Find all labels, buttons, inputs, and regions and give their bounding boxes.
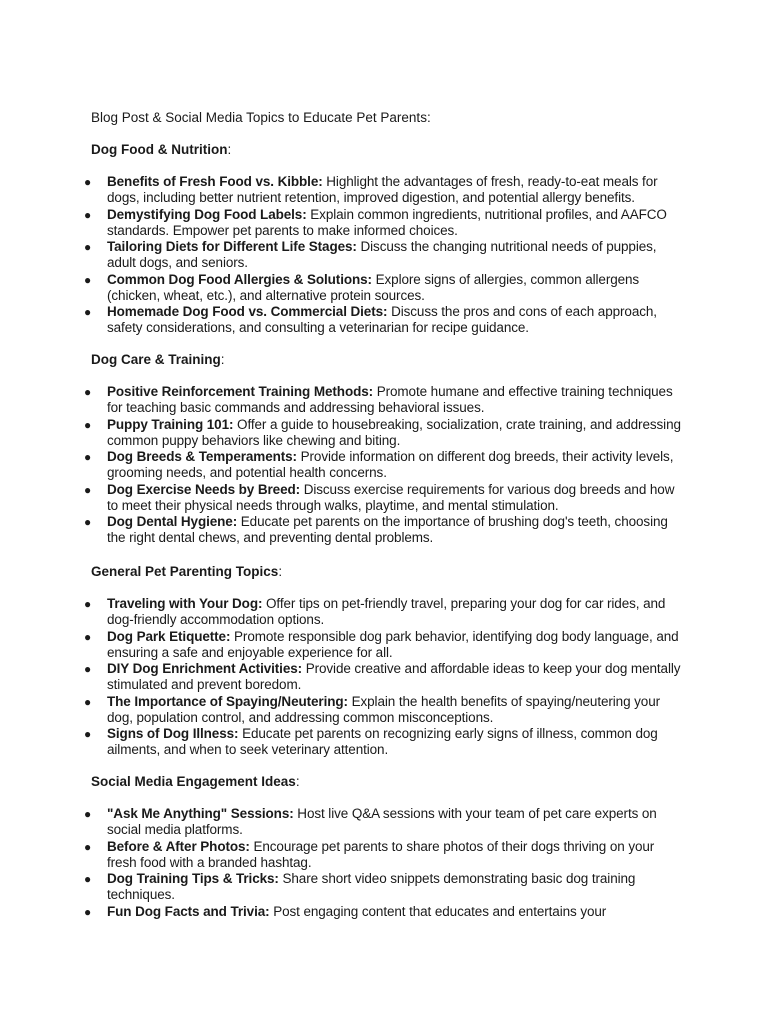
document-title: Blog Post & Social Media Topics to Educate Pet Parents: [91,110,431,125]
list-item-text: Host live Q&A sessions with your team of pet care experts on social media platforms. [107,806,657,838]
section-heading-colon: : [220,352,225,367]
list-item-term: Common Dog Food Allergies & Solutions: [107,271,372,287]
section-heading-food-nutrition [91,141,231,158]
list-item-term: Dog Exercise Needs by Breed: [107,481,301,497]
list-item-term: Homemade Dog Food vs. Commercial Diets: [107,304,388,319]
bullet-icon: ● [84,482,92,497]
list-item [84,629,684,662]
list-item-text: Discuss the changing nutritional needs of puppies, adult dogs, and seniors. [107,239,657,271]
list-item-text: Highlight the advantages of fresh, ready-to-eat meals for dogs, including better nutrient retention, improved digestion, and potential allergy benefits. [107,174,658,206]
list-item-term: Puppy Training 101: [107,416,234,432]
list-item-text: Provide information on different dog breeds, their activity levels, grooming needs, and potential health concerns. [107,449,674,481]
bullet-icon: ● [84,904,92,919]
list-item-term: Positive Reinforcement Training Methods: [107,384,374,399]
bullet-icon: ● [84,175,92,189]
bullet-icon: ● [84,450,92,464]
list-item-term: DIY Dog Enrichment Activities: [107,661,303,676]
list-item-text: Educate pet parents on recognizing early signs of illness, common dog ailments, and when to seek veterinary attention. [107,726,658,758]
list-item-text: Provide creative and affordable ideas to keep your dog mentally stimulated and prevent boredom. [107,661,681,693]
list-item-text: Promote responsible dog park behavior, identifying dog body language, and ensuring a safe and enjoyable experience for all. [107,628,679,660]
section-heading-text: Dog Food & Nutrition [91,142,228,157]
list-item [84,207,684,240]
section-heading-colon: : [295,774,300,789]
bullet-icon: ● [84,515,92,529]
list-item-text: Offer a guide to housebreaking, socialization, crate training, and addressing common puppy behaviors like chewing and biting. [107,416,681,448]
list-item [84,384,684,417]
list-item [84,239,684,272]
bullet-icon: ● [84,240,92,254]
list-item-term: Signs of Dog Illness: [107,726,239,741]
bullet-icon: ● [84,385,92,399]
bullet-icon: ● [84,694,92,709]
list-item-term: Fun Dog Facts and Trivia: [107,903,270,919]
list-item-text: Promote humane and effective training techniques for teaching basic commands and addressing behavioral issues. [107,384,673,416]
list-item [84,304,684,337]
list-item [84,596,684,629]
list-item-term: Tailoring Diets for Different Life Stages: [107,239,357,254]
bullet-icon: ● [84,727,92,741]
bullet-list-general-parenting [84,596,684,759]
list-item [84,726,684,759]
section-heading-colon: : [227,142,232,157]
bullet-icon: ● [84,629,92,644]
list-item-text: Explain the health benefits of spaying/neutering your dog, population control, and addressing common misconceptions. [107,693,661,725]
list-item-text: Explain common ingredients, nutritional profiles, and AAFCO standards. Empower pet parents to make informed choices. [107,206,667,238]
list-item [84,417,684,450]
bullet-icon: ● [84,662,92,676]
list-item [84,482,684,515]
section-heading-text: Dog Care & Training [91,352,221,367]
bullet-icon: ● [84,839,92,854]
list-item [84,449,684,482]
list-item-text: Share short video snippets demonstrating basic dog training techniques. [107,871,636,903]
list-item-text: Encourage pet parents to share photos of their dogs thriving on your fresh food with a branded hashtag. [107,838,655,870]
bullet-icon: ● [84,872,92,886]
list-item-term: Dog Training Tips & Tricks: [107,871,279,886]
list-item-text: Educate pet parents on the importance of brushing dog's teeth, choosing the right dental chews, and preventing dental problems. [107,514,668,546]
list-item-text: Offer tips on pet-friendly travel, preparing your dog for car rides, and dog-friendly accommodation options. [107,596,666,628]
list-item [84,514,684,547]
list-item-term: Benefits of Fresh Food vs. Kibble: [107,174,323,189]
list-item [84,661,684,694]
list-item-text: Discuss the pros and cons of each approach, safety considerations, and consulting a veterinarian for recipe guidance. [107,304,657,336]
list-item [84,694,684,727]
bullet-icon: ● [84,207,92,222]
list-item [84,272,684,305]
list-item [84,904,684,920]
section-heading-text: Social Media Engagement Ideas [91,774,296,789]
list-item-text: Post engaging content that educates and entertains your [273,903,607,919]
list-item-term: Dog Park Etiquette: [107,628,231,644]
list-item-term: Traveling with Your Dog: [107,596,263,611]
list-item [84,839,684,872]
section-heading-care-training [91,351,225,368]
bullet-icon: ● [84,305,92,319]
bullet-list-care-training [84,384,684,547]
section-heading-social-media [91,773,300,790]
section-heading-colon: : [278,564,283,579]
list-item-text: Explore signs of allergies, common allergens (chicken, wheat, etc.), and alternative protein sources. [107,271,640,303]
bullet-icon: ● [84,272,92,287]
bullet-list-social-media [84,806,684,920]
list-item-term: Dog Breeds & Temperaments: [107,449,297,464]
bullet-icon: ● [84,807,92,821]
list-item-term: "Ask Me Anything" Sessions: [107,806,294,821]
list-item [84,871,684,904]
list-item-term: Before & After Photos: [107,838,250,854]
list-item-term: Dog Dental Hygiene: [107,514,238,529]
list-item [84,806,684,839]
bullet-icon: ● [84,597,92,611]
bullet-list-food-nutrition [84,174,684,337]
list-item [84,174,684,207]
section-heading-general-parenting [91,563,282,580]
list-item-term: The Importance of Spaying/Neutering: [107,693,348,709]
section-heading-text: General Pet Parenting Topics [91,564,279,579]
list-item-term: Demystifying Dog Food Labels: [107,206,307,222]
bullet-icon: ● [84,417,92,432]
list-item-text: Discuss exercise requirements for various dog breeds and how to meet their physical needs through walks, playtime, and mental stimulation. [107,481,675,513]
